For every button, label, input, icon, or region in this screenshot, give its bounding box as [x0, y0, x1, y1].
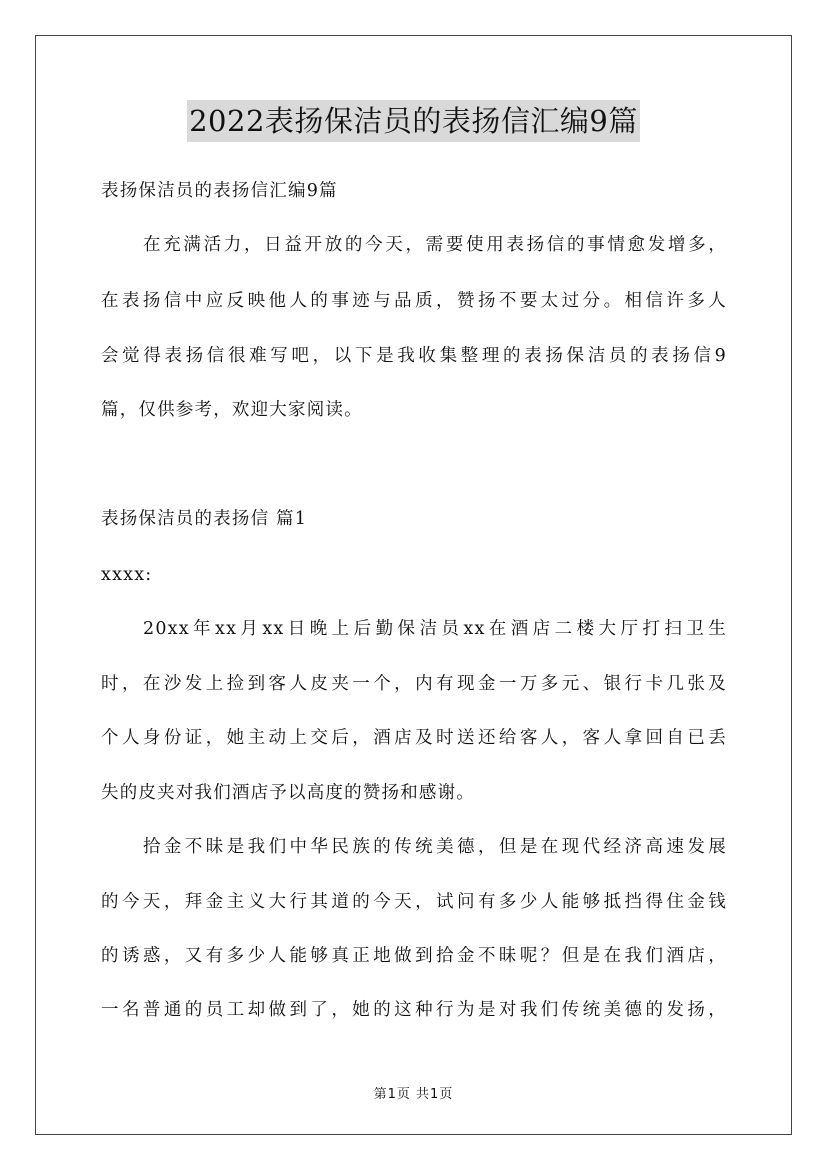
intro-line-2: 在表扬信中应反映他人的事迹与品质，赞扬不要太过分。相信许多人 [101, 291, 727, 311]
para2-line-2: 的今天，拜金主义大行其道的今天，试问有多少人能够抵挡得住金钱 [101, 892, 727, 912]
intro-line-4: 篇，仅供参考，欢迎大家阅读。 [101, 400, 363, 420]
para1-line-3: 个人身份证，她主动上交后，酒店及时送还给客人，客人拿回自已丢 [101, 728, 727, 748]
para1-line-1: 20xx年xx月xx日晚上后勤保洁员xx在酒店二楼大厅打扫卫生 [143, 619, 727, 639]
para2-line-4: 一名普通的员工却做到了，她的这种行为是对我们传统美德的发扬， [101, 1000, 727, 1020]
intro-line-1: 在充满活力，日益开放的今天，需要使用表扬信的事情愈发增多， [143, 235, 727, 255]
salutation: xxxx: [101, 565, 153, 585]
section-heading: 表扬保洁员的表扬信 篇1 [101, 509, 308, 529]
para2-line-3: 的诱惑，又有多少人能够真正地做到拾金不昧呢？但是在我们酒店， [101, 946, 727, 966]
para1-line-2: 时，在沙发上捡到客人皮夹一个，内有现金一万多元、银行卡几张及 [101, 674, 727, 694]
document-title [0, 100, 827, 142]
intro-line-3: 会觉得表扬信很难写吧，以下是我收集整理的表扬保洁员的表扬信9 [101, 346, 727, 366]
para1-line-4: 失的皮夹对我们酒店予以高度的赞扬和感谢。 [101, 783, 475, 803]
document-title-text: 2022表扬保洁员的表扬信汇编9篇 [187, 100, 640, 142]
subtitle-line: 表扬保洁员的表扬信汇编9篇 [101, 181, 338, 201]
page-footer: 第1页 共1页 [373, 1087, 454, 1102]
para2-line-1: 拾金不昧是我们中华民族的传统美德，但是在现代经济高速发展 [143, 837, 727, 857]
